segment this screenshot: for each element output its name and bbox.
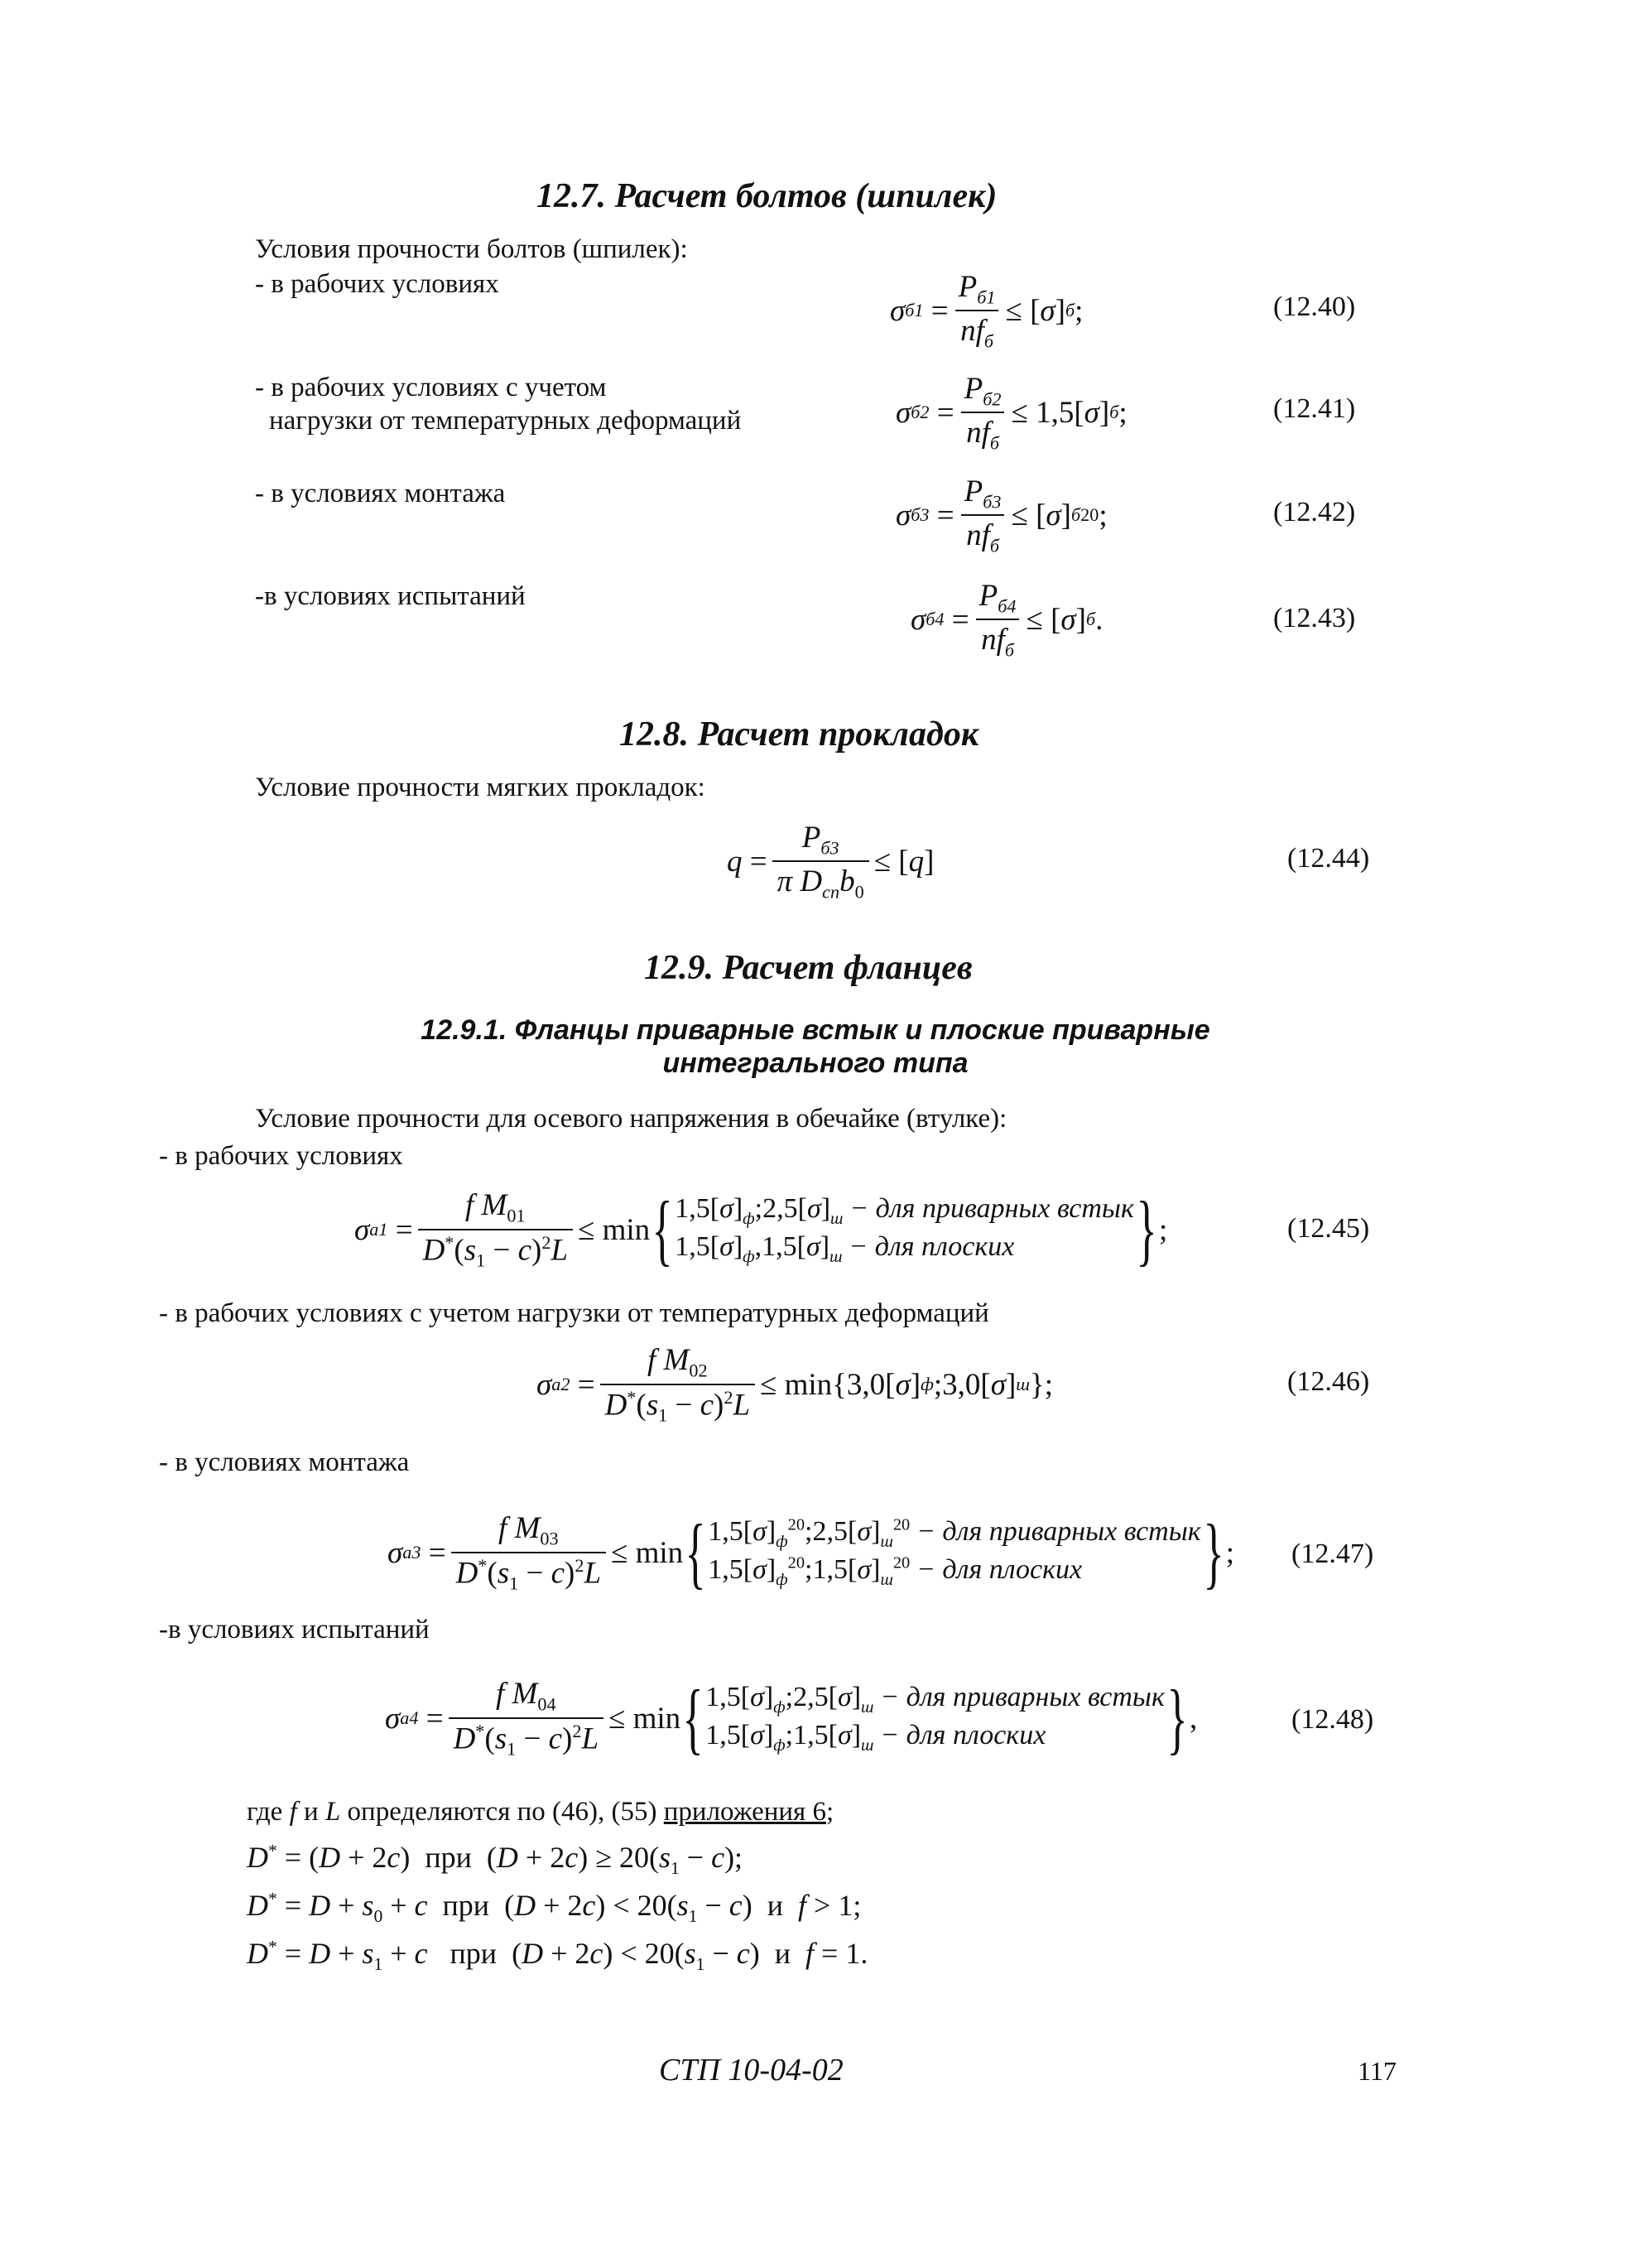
formula-12-47: σ a3 = $\frac{f M_{03}}{D^*(s_1 - c)^2L}$ ≤ min { $1,5[\sigma]_ф^{20};2,5[\sigma]_ш^{20}$ − для приварных встык $1,5[\sigma]_ф^{20};1,5[\sigma]_ш^{20}$ − для плоских } ; [387, 1508, 1235, 1596]
eqno-12-45: (12.45) [1287, 1213, 1370, 1244]
flange-label-mounting: - в условиях монтажа [159, 1447, 410, 1477]
eqno-12-46: (12.46) [1287, 1366, 1370, 1397]
formula-12-44: q = $\frac{P_{б3}}{\pi D_{сп}b_0}$ ≤ [ q ] [727, 820, 935, 903]
case-flat: для плоских [874, 1231, 1015, 1262]
section-title-12-8: 12.8. Расчет прокладок [619, 715, 979, 754]
eqno-12-41: (12.41) [1273, 393, 1356, 424]
case-flat: для плоских [942, 1554, 1083, 1585]
bolt-label-mounting: - в условиях монтажа [255, 479, 506, 508]
subsection-title-line-2: интегрального типа [662, 1047, 969, 1079]
gasket-intro: Условие прочности мягких прокладок: [255, 773, 705, 802]
footer-doc-id: СТП 10-04-02 [659, 2053, 844, 2087]
flange-intro: Условие прочности для осевого напряжения в обечайке (втулке): [255, 1104, 1007, 1134]
eqno-12-48: (12.48) [1291, 1704, 1374, 1735]
formula-12-45: σ a1 = $\frac{f M_{01}}{D^*(s_1 - c)^2L}$ ≤ min { $1,5[\sigma]_ф;2,5[\sigma]_ш$ − для приварных встык $1,5[\sigma]_ф,1,5[\sigma]_ш$ − для плоских } ; [354, 1185, 1168, 1274]
eqno-12-42: (12.42) [1273, 497, 1356, 527]
formula-12-46: σ a2 = $\frac{f M_{02}}{D^*(s_1 - c)^2L}$ ≤ min{3,0[ σ ] ф ;3,0[ σ ] ш }; [536, 1343, 1054, 1426]
flange-label-working: - в рабочих условиях [159, 1141, 403, 1171]
formula-12-40: σ б1 = $\frac{P_{б1}}{nf_б}$ ≤ [ σ ] б ; [890, 269, 1084, 352]
appendix-6-link[interactable]: приложения 6 [663, 1797, 826, 1827]
section-title-12-7: 12.7. Расчет болтов (шпилек) [536, 177, 998, 215]
section-title-12-9: 12.9. Расчет фланцев [644, 949, 973, 987]
case-weld: для приварных встык [942, 1515, 1201, 1547]
formula-12-43: σ б4 = $\frac{P_{б4}}{nf_б}$ ≤ [ σ ] б . [911, 578, 1103, 661]
bolt-label-thermal-1: - в рабочих условиях с учетом [255, 373, 607, 402]
case-flat: для плоских [906, 1720, 1046, 1750]
bolt-label-thermal-2: нагрузки от температурных деформаций [269, 406, 742, 436]
dstar-def-1: D* = (D + 2c) при $(D + 2c) \ge 20(s_1 - c)$; [247, 1841, 743, 1879]
bolt-label-testing: -в условиях испытаний [255, 581, 526, 611]
dstar-def-3: $D^* = D + s_1 + c$ при $(D + 2c) < 20(s_1 - c)$ и f = 1. [247, 1937, 868, 1975]
case-weld: для приварных встык [875, 1192, 1134, 1224]
subsection-title-line-1: 12.9.1. Фланцы приварные встык и плоские приварные [421, 1014, 1210, 1046]
bolt-label-working: - в рабочих условиях [255, 269, 499, 299]
formula-12-41: σ б2 = $\frac{P_{б2}}{nf_б}$ ≤ 1,5[ σ ] б ; [896, 371, 1128, 454]
dstar-def-2: $D^* = D + s_0 + c$ при $(D + 2c) < 20(s_1 - c)$ и f > 1; [247, 1889, 862, 1927]
bolts-intro: Условия прочности болтов (шпилек): [255, 234, 688, 264]
flange-label-testing: -в условиях испытаний [159, 1615, 430, 1644]
eqno-12-44: (12.44) [1287, 843, 1370, 874]
formula-12-42: σ б3 = $\frac{P_{б3}}{nf_б}$ ≤ [ σ ] б 20 ; [896, 474, 1108, 556]
eqno-12-47: (12.47) [1291, 1538, 1374, 1569]
case-weld: для приварных встык [906, 1681, 1165, 1712]
page-number: 117 [1358, 2056, 1397, 2086]
flange-label-thermal: - в рабочих условиях с учетом нагрузки от температурных деформаций [159, 1298, 989, 1328]
eqno-12-43: (12.43) [1273, 603, 1356, 633]
formula-12-48: σ a4 = $\frac{f M_{04}}{D^*(s_1 - c)^2L}$ ≤ min { $1,5[\sigma]_ф;2,5[\sigma]_ш$ − для приварных встык $1,5[\sigma]_ф;1,5[\sigma]_ш$ − для плоских } , [385, 1673, 1198, 1762]
note-line: где f и L определяются по (46), (55) приложения 6; [247, 1797, 834, 1827]
eqno-12-40: (12.40) [1273, 291, 1356, 322]
